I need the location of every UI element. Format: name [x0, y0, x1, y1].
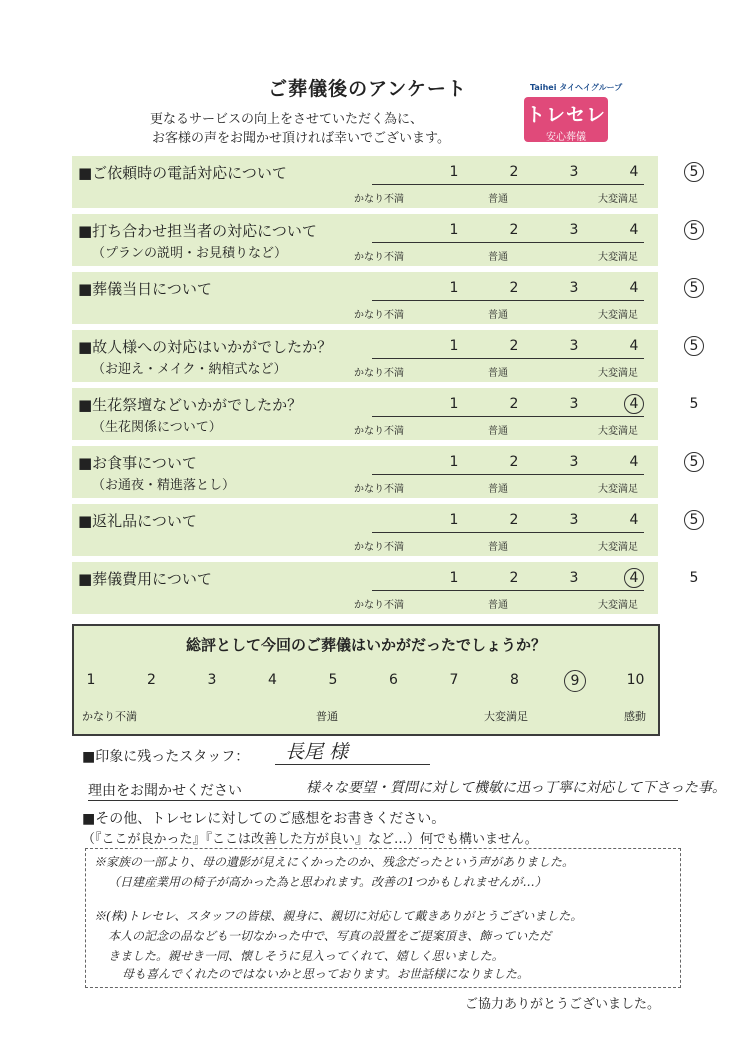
overall-low-label: かなり不満 [82, 710, 137, 723]
rating-option[interactable]: 2 [509, 164, 519, 180]
staff-answer: 長尾 様 [285, 741, 349, 763]
rating-option-selected[interactable]: 5 [684, 510, 704, 530]
rating-option[interactable]: 3 [569, 396, 579, 412]
question-title: ■返礼品について [78, 512, 197, 530]
rating-option[interactable]: 1 [449, 512, 459, 528]
overall-option[interactable]: 8 [510, 672, 519, 688]
rating-scale [354, 218, 699, 266]
rating-option-selected[interactable]: 5 [684, 336, 704, 356]
rating-option[interactable]: 3 [569, 454, 579, 470]
scale-low-label: かなり不満 [354, 542, 404, 553]
comment-box [85, 848, 681, 988]
rating-scale [354, 334, 699, 382]
question-row [72, 156, 699, 208]
rating-option[interactable]: 1 [449, 164, 459, 180]
scale-mid-label: 普通 [488, 194, 508, 205]
comment-line: きました。親せき一同、懐しそうに見入ってくれて、嬉しく思いました。 [108, 949, 504, 963]
question-title: ■故人様への対応はいかがでしたか？ [78, 338, 333, 356]
scale-high-label: 大変満足 [598, 484, 638, 495]
scale-mid-label: 普通 [488, 484, 508, 495]
scale-low-label: かなり不満 [354, 252, 404, 263]
reason-label: 理由をお聞かせください [88, 783, 242, 799]
question-subtitle: （生花関係について） [92, 420, 222, 435]
scale-low-label: かなり不満 [354, 194, 404, 205]
question-row [72, 330, 699, 382]
rating-option[interactable]: 2 [509, 454, 519, 470]
comment-line: 母も喜んでくれたのではないかと思っております。お世話様になりました。 [122, 967, 530, 981]
rating-option[interactable]: 3 [569, 280, 579, 296]
scale-underline [372, 590, 644, 591]
overall-rating-box [72, 624, 660, 736]
scale-high-label: 大変満足 [598, 310, 638, 321]
overall-option[interactable]: 6 [389, 672, 398, 688]
rating-option[interactable]: 3 [569, 164, 579, 180]
rating-option[interactable]: 4 [629, 454, 639, 470]
overall-option[interactable]: 2 [147, 672, 156, 688]
overall-option-selected[interactable]: 9 [564, 670, 586, 692]
question-title: ■葬儀費用について [78, 570, 212, 588]
rating-option[interactable]: 2 [509, 512, 519, 528]
scale-mid-label: 普通 [488, 600, 508, 611]
scale-low-label: かなり不満 [354, 310, 404, 321]
rating-option[interactable]: 1 [449, 454, 459, 470]
rating-option[interactable]: 2 [509, 280, 519, 296]
other-comments-note: （『ここが良かった』『ここは改善した方が良い』など…）何でも構いません。 [82, 832, 538, 847]
rating-option[interactable]: 3 [569, 570, 579, 586]
rating-option[interactable]: 3 [569, 512, 579, 528]
rating-option-selected[interactable]: 4 [624, 568, 644, 588]
rating-option[interactable]: 4 [629, 338, 639, 354]
scale-high-label: 大変満足 [598, 426, 638, 437]
overall-option[interactable]: 1 [86, 672, 96, 688]
overall-option[interactable]: 5 [328, 672, 338, 688]
reason-answer: 様々な要望・質問に対して機敏に迅っ丁寧に対応して下さった事。 [306, 780, 726, 796]
intro-line-2: お客様の声をお聞かせ頂ければ幸いでございます。 [152, 131, 450, 146]
rating-scale [354, 392, 699, 440]
comment-line: ※家族の一部より、母の遺影が見えにくかったのか、残念だったという声がありました。 [94, 855, 575, 869]
scale-high-label: 大変満足 [598, 194, 638, 205]
rating-option[interactable]: 1 [449, 570, 459, 586]
rating-option[interactable]: 1 [449, 222, 459, 238]
rating-option[interactable]: 4 [629, 280, 639, 296]
question-title: ■生花祭壇などいかがでしたか？ [78, 396, 303, 414]
overall-option[interactable]: 7 [449, 672, 459, 688]
rating-option[interactable]: 5 [689, 396, 699, 412]
question-row [72, 214, 699, 266]
rating-option-selected[interactable]: 5 [684, 162, 704, 182]
scale-high-label: 大変満足 [598, 542, 638, 553]
question-title: ■葬儀当日について [78, 280, 212, 298]
rating-option[interactable]: 1 [449, 280, 459, 296]
rating-option[interactable]: 3 [569, 338, 579, 354]
scale-low-label: かなり不満 [354, 426, 404, 437]
scale-mid-label: 普通 [488, 252, 508, 263]
question-row [72, 272, 699, 324]
scale-underline [372, 416, 644, 417]
comment-line: （日建産業用の椅子が高かった為と思われます。改善の1つかもしれませんが…） [108, 875, 547, 889]
overall-option[interactable]: 4 [268, 672, 277, 688]
thanks-note: ご協力ありがとうございました。 [465, 997, 661, 1012]
rating-option[interactable]: 2 [509, 222, 519, 238]
scale-mid-label: 普通 [488, 426, 508, 437]
overall-mid-label: 普通 [316, 710, 338, 723]
rating-scale [354, 160, 699, 208]
rating-option[interactable]: 5 [689, 570, 699, 586]
question-row [72, 388, 699, 440]
scale-high-label: 大変満足 [598, 368, 638, 379]
question-subtitle: （お通夜・精進落とし） [92, 478, 236, 493]
overall-top-label: 感動 [624, 710, 646, 723]
scale-low-label: かなり不満 [354, 484, 404, 495]
question-title: ■お食事について [78, 454, 197, 472]
rating-option-selected[interactable]: 5 [684, 278, 704, 298]
question-row [72, 446, 699, 498]
scale-mid-label: 普通 [488, 310, 508, 321]
rating-option[interactable]: 3 [569, 222, 579, 238]
other-comments-label: ■その他、トレセレに対してのご感想をお書きください。 [82, 811, 446, 827]
rating-option-selected[interactable]: 5 [684, 220, 704, 240]
rating-option[interactable]: 2 [509, 338, 519, 354]
rating-scale [354, 450, 699, 498]
overall-title: 総評として今回のご葬儀はいかがだったでしょうか？ [185, 636, 546, 654]
scale-underline [372, 532, 644, 533]
staff-label: ■印象に残ったスタッフ： [82, 749, 250, 765]
rating-option[interactable]: 4 [629, 512, 639, 528]
page-title: ご葬儀後のアンケート [268, 78, 467, 100]
scale-mid-label: 普通 [488, 542, 508, 553]
staff-underline [275, 764, 430, 765]
intro-line-1: 更なるサービスの向上をさせていただく為に、 [150, 112, 424, 127]
question-subtitle: （プランの説明・お見積りなど） [92, 246, 288, 261]
question-row [72, 504, 699, 556]
overall-option[interactable]: 10 [626, 672, 645, 688]
rating-option[interactable]: 1 [449, 396, 459, 412]
rating-option[interactable]: 1 [449, 338, 459, 354]
scale-low-label: かなり不満 [354, 368, 404, 379]
scale-underline [372, 184, 644, 185]
rating-scale [354, 508, 699, 556]
brand-subtitle: 安心葬儀 [546, 132, 586, 143]
scale-low-label: かなり不満 [354, 600, 404, 611]
rating-option-selected[interactable]: 5 [684, 452, 704, 472]
rating-scale [354, 276, 699, 324]
question-title: ■打ち合わせ担当者の対応について [78, 222, 317, 240]
question-row [72, 562, 699, 614]
scale-mid-label: 普通 [488, 368, 508, 379]
scale-underline [372, 242, 644, 243]
brand-logo [524, 97, 608, 142]
scale-underline [372, 358, 644, 359]
scale-high-label: 大変満足 [598, 600, 638, 611]
scale-underline [372, 474, 644, 475]
overall-option[interactable]: 3 [207, 672, 217, 688]
brand-group-label: Taihei タイヘイグループ [530, 83, 623, 92]
rating-option-selected[interactable]: 4 [624, 394, 644, 414]
rating-scale [354, 566, 699, 614]
overall-high-label: 大変満足 [484, 710, 528, 723]
comment-line: 本人の記念の品なども一切なかった中で、写真の設置をご提案頂き、飾っていただ [108, 929, 552, 943]
rating-option[interactable]: 4 [629, 222, 639, 238]
scale-high-label: 大変満足 [598, 252, 638, 263]
rating-option[interactable]: 4 [629, 164, 639, 180]
rating-option[interactable]: 2 [509, 396, 519, 412]
question-title: ■ご依頼時の電話対応について [78, 164, 287, 182]
comment-line: ※(株)トレセレ、スタッフの皆様、親身に、親切に対応して戴きありがとうございました。 [94, 909, 583, 923]
reason-underline [88, 800, 678, 801]
brand-name: トレセレ [525, 104, 606, 126]
scale-underline [372, 300, 644, 301]
rating-option[interactable]: 2 [509, 570, 519, 586]
question-subtitle: （お迎え・メイク・納棺式など） [92, 362, 287, 377]
